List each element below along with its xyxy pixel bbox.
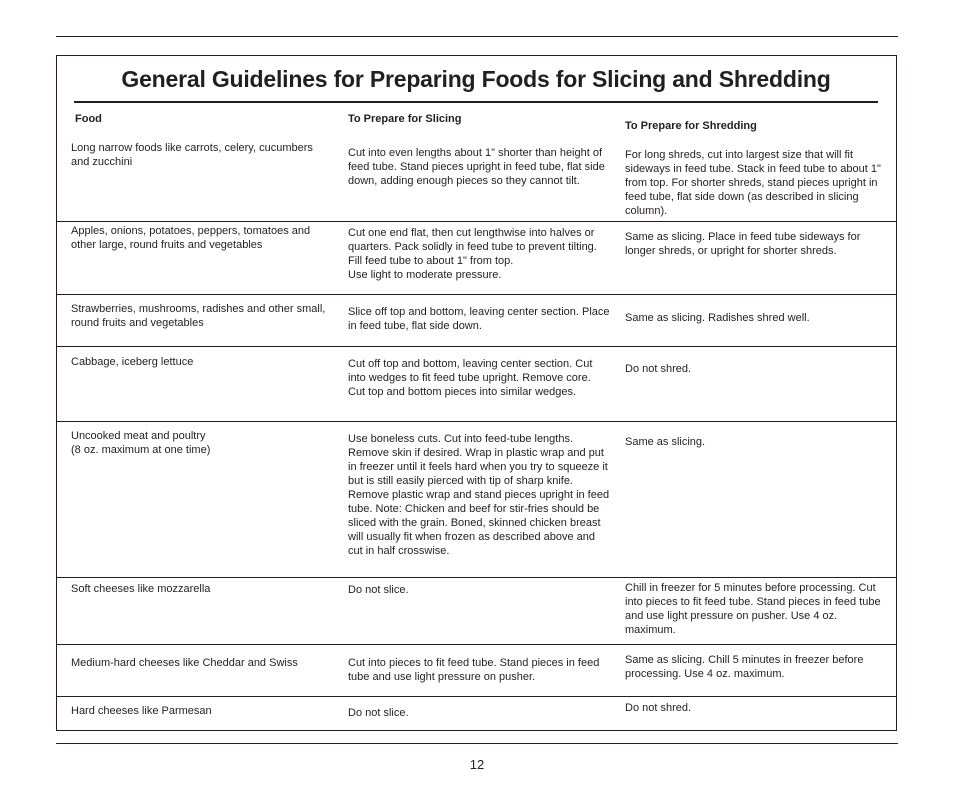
row-8-food: Hard cheeses like Parmesan [71, 705, 212, 717]
row-5-slicing: Use boneless cuts. Cut into feed-tube lengths. Remove skin if desired. Wrap in plastic wrap and put in freezer until it feels hard when you try to squeeze it but is still easily pierced with tip of sharp knife. Remove plastic wrap and stand pieces upright in feed tube. Note: Chicken and beef for stir-fries should be sliced with the grain. Boned, skinned chicken breast will usually fit when frozen as described above and cut in half crosswise. [348, 433, 610, 557]
row-1-shredding: For long shreds, cut into largest size that will fit sideways in feed tube. Stack in feed tube to about 1" from top. For shorter shreds, stand pieces upright in feed tube, flat side down (as described in slicing column). [625, 149, 881, 217]
row-2-shredding: Same as slicing. Place in feed tube sideways for longer shreds, or upright for shorter shreds. [625, 231, 861, 257]
row-2-slicing: Cut one end flat, then cut lengthwise into halves or quarters. Pack solidly in feed tube to prevent tilting. Fill feed tube to about 1" from top. Use light to moderate pressure. [348, 227, 597, 281]
row-7-food: Medium-hard cheeses like Cheddar and Swiss [71, 657, 298, 669]
row-4-slicing: Cut off top and bottom, leaving center section. Cut into wedges to fit feed tube upright. Remove core. Cut top and bottom pieces into similar wedges. [348, 358, 593, 398]
row-6-shredding: Chill in freezer for 5 minutes before processing. Cut into pieces to fit feed tube. Stand pieces in feed tube and use light pressure on pusher. Use 4 oz. maximum. [625, 582, 881, 636]
header-shredding: To Prepare for Shredding [625, 120, 757, 132]
header-food: Food [75, 113, 102, 125]
row-3-shredding: Same as slicing. Radishes shred well. [625, 312, 810, 324]
row-divider [57, 696, 897, 697]
title-underline [74, 101, 878, 103]
row-5-food: Uncooked meat and poultry (8 oz. maximum at one time) [71, 430, 211, 456]
row-8-shredding: Do not shred. [625, 702, 692, 714]
row-4-food: Cabbage, iceberg lettuce [71, 356, 194, 368]
header-slicing: To Prepare for Slicing [348, 113, 462, 125]
page-number: 12 [469, 757, 485, 772]
row-3-food: Strawberries, mushrooms, radishes and other small, round fruits and vegetables [71, 303, 326, 329]
page-top-rule [56, 36, 898, 37]
row-divider [57, 346, 897, 347]
row-divider [57, 577, 897, 578]
row-4-shredding: Do not shred. [625, 363, 692, 375]
row-divider [57, 294, 897, 295]
row-7-shredding: Same as slicing. Chill 5 minutes in freezer before processing. Use 4 oz. maximum. [625, 654, 864, 680]
page-title: General Guidelines for Preparing Foods for Slicing and Shredding [121, 66, 831, 92]
page-bottom-rule [56, 743, 898, 744]
row-2-food: Apples, onions, potatoes, peppers, tomatoes and other large, round fruits and vegetables [71, 225, 311, 251]
row-6-slicing: Do not slice. [348, 584, 409, 596]
row-6-food: Soft cheeses like mozzarella [71, 583, 211, 595]
row-divider [57, 644, 897, 645]
row-1-slicing: Cut into even lengths about 1" shorter than height of feed tube. Stand pieces upright in feed tube, flat side down, adding enough pieces so they cannot tilt. [348, 147, 605, 187]
row-divider [57, 221, 897, 222]
row-7-slicing: Cut into pieces to fit feed tube. Stand pieces in feed tube and use light pressure on pusher. [348, 657, 600, 683]
row-divider [57, 421, 897, 422]
row-5-shredding: Same as slicing. [625, 436, 706, 448]
row-8-slicing: Do not slice. [348, 707, 409, 719]
row-1-food: Long narrow foods like carrots, celery, cucumbers and zucchini [71, 142, 313, 168]
row-3-slicing: Slice off top and bottom, leaving center section. Place in feed tube, flat side down. [348, 306, 610, 332]
